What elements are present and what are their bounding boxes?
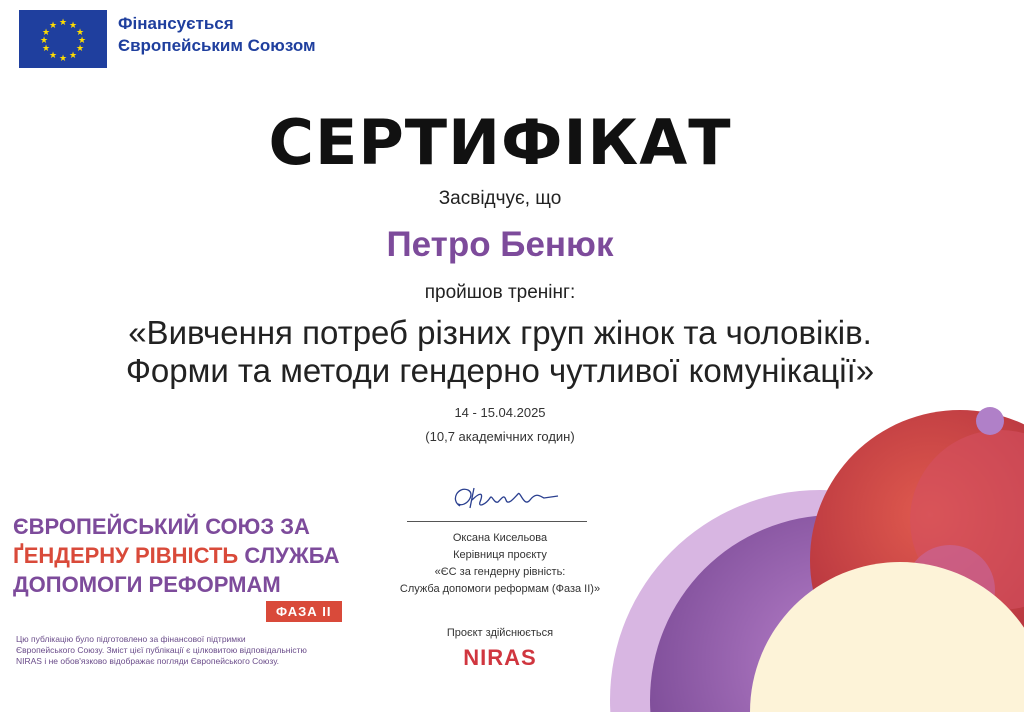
training-dates: 14 - 15.04.2025 — [454, 405, 546, 420]
eu-funding-text — [118, 13, 316, 57]
signer-role: Керівниця проєкту — [453, 549, 547, 561]
svg-text:★: ★ — [75, 28, 85, 38]
eu-disclaimer — [16, 634, 346, 667]
recipient-name: Петро Бенюк — [386, 225, 614, 264]
project-logo-line-3: ДОПОМОГИ РЕФОРМАМ — [13, 572, 281, 597]
svg-text:★: ★ — [41, 44, 51, 54]
signature-line — [407, 521, 587, 522]
svg-text:★: ★ — [58, 54, 68, 64]
disclaimer-line-1: Цю публікацію було підготовлено за фінансової підтримки — [16, 634, 246, 644]
eu-stars — [19, 10, 107, 68]
training-hours: (10,7 академічних годин) — [425, 429, 575, 444]
training-line-2: Форми та методи гендерно чутливої комунікації» — [125, 352, 875, 389]
training-title — [0, 314, 1000, 390]
project-logo — [13, 512, 340, 599]
training-line-1: «Вивчення потреб різних груп жінок та чоловіків. — [128, 314, 872, 351]
svg-text:★: ★ — [68, 21, 78, 31]
eu-line-1: Фінансується — [118, 14, 234, 33]
handwritten-signature — [440, 478, 580, 518]
svg-text:★: ★ — [58, 18, 68, 28]
svg-text:★: ★ — [39, 36, 49, 46]
disclaimer-line-2: Європейського Союзу. Зміст цієї публікації є цілковитою відповідальністю — [16, 645, 307, 655]
implementer-label: Проєкт здійснюється — [446, 627, 554, 639]
eu-flag-icon — [19, 10, 107, 68]
svg-text:★: ★ — [48, 21, 58, 31]
eu-line-2: Європейським Союзом — [118, 36, 316, 55]
project-logo-highlight: ҐЕНДЕРНУ РІВНІСТЬ — [13, 543, 239, 568]
svg-text:★: ★ — [48, 51, 58, 61]
niras-logo: NIRAS — [463, 645, 537, 670]
certificate-title: СЕРТИФІКАТ — [268, 106, 732, 179]
svg-text:★: ★ — [68, 51, 78, 61]
completed-text: пройшов тренінг: — [424, 282, 576, 303]
project-logo-line-1: ЄВРОПЕЙСЬКИЙ СОЮЗ ЗА — [13, 514, 310, 539]
svg-text:★: ★ — [41, 28, 51, 38]
certifies-text: Засвідчує, що — [438, 188, 562, 209]
project-name-line-1: «ЄС за гендерну рівність: — [434, 566, 566, 578]
disclaimer-line-3: NIRAS і не обов'язково відображає погляди Європейського Союзу. — [16, 656, 279, 666]
project-logo-line-2 — [13, 541, 340, 570]
svg-text:★: ★ — [77, 36, 87, 46]
signature-block — [340, 530, 660, 598]
project-name-line-2: Служба допомоги реформам (Фаза ІІ)» — [399, 583, 601, 595]
phase-badge: ФАЗА ІІ — [266, 601, 342, 622]
signer-name: Оксана Кисельова — [452, 532, 548, 544]
project-logo-line-2-rest: СЛУЖБА — [238, 543, 340, 568]
svg-text:★: ★ — [75, 44, 85, 54]
